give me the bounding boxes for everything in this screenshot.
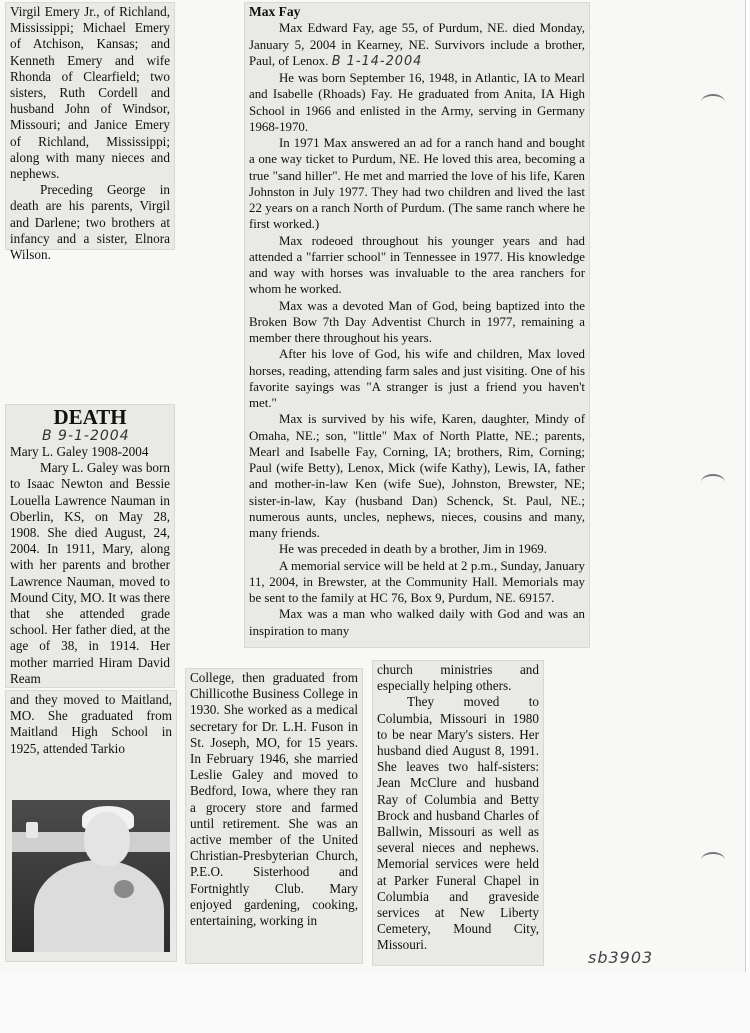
photo-person-body	[34, 860, 164, 952]
galey-portrait-photo	[12, 800, 170, 952]
galey-obituary-clipping-part-2	[5, 690, 177, 962]
emery-preceded-paragraph: Preceding George in death are his parents, Virgil and Darlene; two brothers at infancy and a sister, Elnora Wilson.	[10, 182, 170, 263]
emery-survivors-paragraph: Virgil Emery Jr., of Richland, Mississippi; Michael Emery of Atchison, Kansas; and Kenneth Emery and wife Rhonda of Clearfield; two sisters, Ruth Cordell and husband John of Windsor, Missouri; and Janice Emery of Richland, Mississippi; along with many nieces and nephews.	[10, 4, 170, 182]
photo-person-head	[84, 812, 130, 866]
death-headline: DEATH	[53, 405, 127, 429]
galey-handwritten-date: B 9-1-2004	[42, 428, 130, 444]
fay-paragraph-6: After his love of God, his wife and children, Max loved horses, reading, attending farm sales and just visiting. One of his favorite sayings was "A stranger is just a friend you haven't met."	[249, 347, 585, 410]
fay-paragraph-5: Max was a devoted Man of God, being baptized into the Broken Bow 7th Day Adventist Church in 1977, remaining a member there throughout his years.	[249, 298, 585, 345]
fay-paragraph-10: Max was a man who walked daily with God and was an inspiration to many	[249, 607, 585, 638]
emery-obituary-clipping	[5, 2, 175, 263]
galey-paragraph-5: They moved to Columbia, Missouri in 1980 to be near Mary's sisters. Her husband died August 8, 1991. She leaves two half-sisters: Jean McClure and husband Ray of Columbia and Betty Brock and husband Charles of Ballwin, Missouri as well as several nieces and nephews. Memorial services were held at Parker Funeral Chapel in Columbia and graveside services at New Liberty Cemetery, Mound City, Missouri.	[377, 694, 539, 953]
fay-paragraph-8: He was preceded in death by a brother, Jim in 1969.	[279, 542, 547, 557]
fay-paragraph-1	[249, 20, 585, 70]
galey-paragraph-2: and they moved to Maitland, MO. She graduated from Maitland High School in 1925, attended Tarkio	[10, 692, 172, 756]
fay-paragraph-1-text: Max Edward Fay, age 55, of Purdum, NE. died Monday, January 5, 2004 in Kearney, NE. Survivors include a brother, Paul, of Lenox.	[249, 21, 585, 68]
galey-name-line: Mary L. Galey 1908-2004	[10, 444, 149, 459]
binder-hole-icon	[701, 474, 725, 490]
scan-background-strip	[0, 972, 750, 1033]
photo-cup-shape	[26, 822, 38, 838]
fay-paragraph-9: A memorial service will be held at 2 p.m., Sunday, January 11, 2004, in Brewster, at the Community Hall. Memorials may be sent to the family at HC 76, Box 9, Purdum, NE. 69157.	[249, 558, 585, 605]
binder-hole-icon	[701, 852, 725, 868]
galey-paragraph-3: College, then graduated from Chillicothe Business College in 1930. She worked as a medical secretary for Dr. L.H. Fuson in St. Joseph, MO, for 15 years. In February 1946, she married Leslie Galey and moved to Bedford, Iowa, where they ran a grocery store and farmed until retirement. She was an active member of the United Christian-Presbyterian Church, P.E.O. Sisterhood and Fortnightly Club. Mary enjoyed gardening, cooking, entertaining, working in	[190, 670, 358, 929]
galey-paragraph-4: church ministries and especially helping others.	[377, 662, 539, 694]
fay-paragraph-3: In 1971 Max answered an ad for a ranch hand and bought a one way ticket to Purdum, NE. He loved this area, becoming a true "sand hiller". He met and married the love of his life, Karen Johnston in July 1977. They had two children and lived the last 22 years on a ranch North of Purdum. (The same ranch where he first worked.)	[249, 136, 585, 232]
galey-obituary-clipping-part-1	[5, 404, 175, 688]
galey-paragraph-1: Mary L. Galey was born to Isaac Newton and Bessie Louella Lawrence Nauman in Oberlin, KS, on May 28, 1908. She died August, 24, 2004. In 1911, Mary, along with her parents and brother Lawrence Nauman, moved to Mound City, MO. It was there that she attended grade school. Her father died, at the age of 38, in 1914. Her mother married Hiram David Ream	[10, 460, 170, 686]
fay-handwritten-date: B 1-14-2004	[331, 53, 423, 69]
fay-obituary-title: Max Fay	[249, 4, 301, 19]
photo-corsage	[114, 880, 134, 898]
catalog-number: sb3903	[588, 948, 654, 967]
galey-obituary-clipping-part-4	[372, 660, 544, 966]
fay-paragraph-2: He was born September 16, 1948, in Atlantic, IA to Mearl and Isabelle (Rhoads) Fay. He graduated from Anita, IA High School in 1966 and enlisted in the Army, serving in Germany 1968-1970.	[249, 71, 585, 134]
galey-obituary-clipping-part-3	[185, 668, 363, 964]
fay-obituary-clipping	[244, 2, 590, 648]
fay-paragraph-4: Max rodeoed throughout his younger years and had attended a "farrier school" in Tennessee in 1977. His knowledge and way with horses was invaluable to the area ranchers for whom he worked.	[249, 233, 585, 297]
binder-hole-icon	[701, 94, 725, 110]
fay-paragraph-7: Max is survived by his wife, Karen, daughter, Mindy of Omaha, NE.; son, "little" Max of North Platte, NE.; parents, Mearl and Isabelle Fay, Corning, IA; brothers, Rim, Corning; Paul (wife Betty), Lenox, Mick (wife Kathy), Lewis, IA, father and mother-in-law Ken (wife Sue), Johnston, Brewster, NE; sister-in-law, Kay (husband Dan) Schenck, St. Paul, NE.; numerous aunts, uncles, nephews, nieces, cousins and many, many friends.	[249, 412, 585, 540]
